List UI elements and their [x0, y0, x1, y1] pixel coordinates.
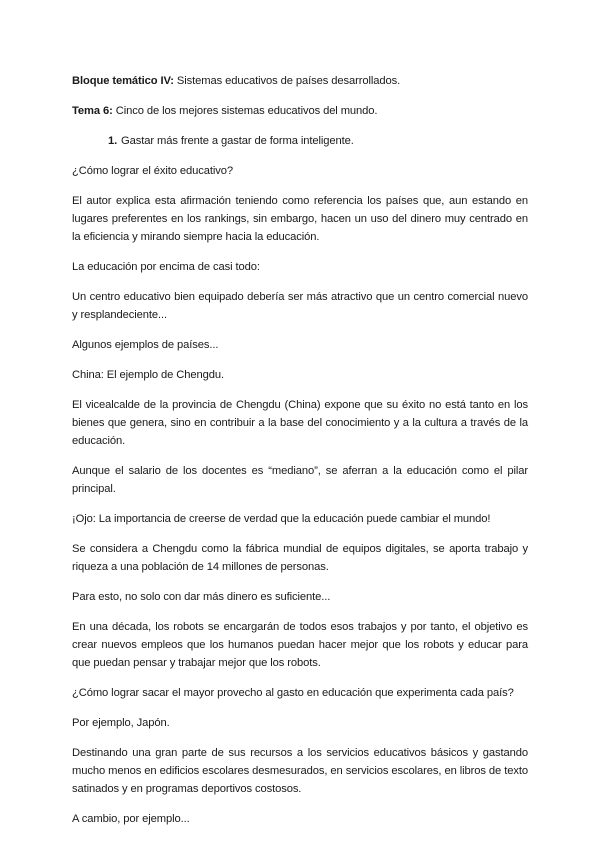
paragraph-teacher-salary: Aunque el salario de los docentes es “mediano”, se aferran a la educación como el pilar principal. [72, 465, 528, 495]
paragraph-china-chengdu: China: El ejemplo de Chengdu. [72, 369, 224, 381]
paragraph-country-examples: Algunos ejemplos de países... [72, 339, 219, 351]
paragraph-vice-mayor: El vicealcalde de la provincia de Chengdu (China) expone que su éxito no está tanto en los bienes que genera, sino en contribuir a la base del conocimiento y a la cultura a través de la educación. [72, 399, 528, 447]
list-item-number: 1. [108, 135, 118, 147]
list-item-text: Gastar más frente a gastar de forma inteligente. [118, 135, 354, 147]
paragraph-resources: Destinando una gran parte de sus recursos a los servicios educativos básicos y gastando mucho menos en edificios escolares desmesurados, en servicios escolares, en libros de texto satinados y en programas deportivos costosos. [72, 747, 528, 795]
topic-heading-text: Cinco de los mejores sistemas educativos del mundo. [112, 105, 378, 117]
paragraph-author-explains: El autor explica esta afirmación teniendo como referencia los países que, aun estando en lugares preferentes en los rankings, sin embargo, hacen un uso del dinero muy centrado en la eficiencia y mirando siempre hacia la educación. [72, 195, 528, 243]
paragraph-digital-factory: Se considera a Chengdu como la fábrica mundial de equipos digitales, se aporta trabajo y riqueza a una población de 14 millones de personas. [72, 543, 528, 573]
document-body [72, 72, 528, 840]
paragraph-robots: En una década, los robots se encargarán de todos esos trabajos y por tanto, el objetivo es crear nuevos empleos que los humanos puedan hacer mejor que los robots y educar para que puedan pensar y trabajar mejor que los robots. [72, 621, 528, 669]
paragraph-japan: Por ejemplo, Japón. [72, 717, 170, 729]
paragraph-education-above-all: La educación por encima de casi todo: [72, 261, 260, 273]
paragraph-in-exchange: A cambio, por ejemplo... [72, 813, 190, 825]
paragraph-question-success: ¿Cómo lograr el éxito educativo? [72, 165, 233, 177]
paragraph-equipped-center: Un centro educativo bien equipado debería ser más atractivo que un centro comercial nuevo y resplandeciente... [72, 291, 528, 321]
block-heading [72, 72, 528, 90]
numbered-list-item [72, 132, 528, 150]
paragraph-not-only-money: Para esto, no solo con dar más dinero es suficiente... [72, 591, 331, 603]
block-heading-text: Sistemas educativos de países desarrollados. [173, 75, 401, 87]
paragraph-warning: ¡Ojo: La importancia de creerse de verdad que la educación puede cambiar el mundo! [72, 513, 491, 525]
topic-heading [72, 102, 528, 120]
topic-heading-label: Tema 6: [72, 105, 113, 117]
block-heading-label: Bloque temático IV: [72, 75, 174, 87]
paragraph-question-spending: ¿Cómo lograr sacar el mayor provecho al gasto en educación que experimenta cada país? [72, 687, 514, 699]
